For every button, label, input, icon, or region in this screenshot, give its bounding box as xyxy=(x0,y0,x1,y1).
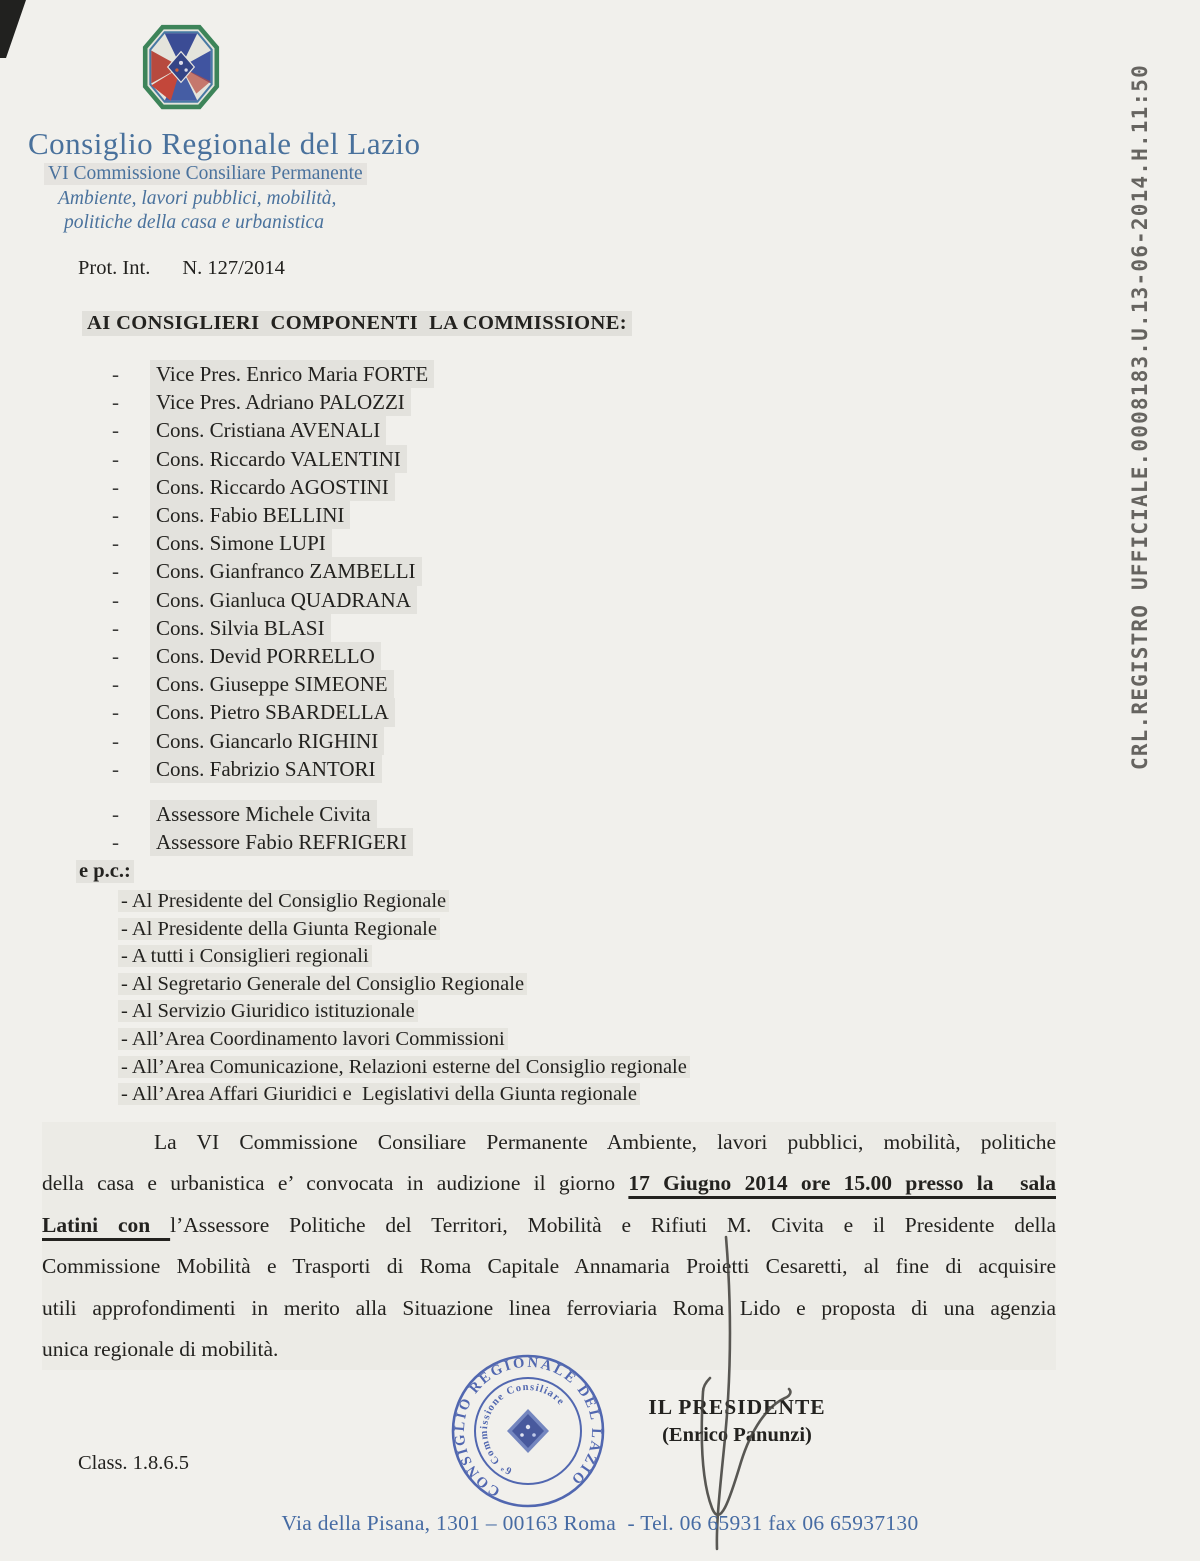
recipient-name: Cons. Cristiana AVENALI xyxy=(150,416,386,444)
recipient-row xyxy=(78,360,434,388)
cc-row xyxy=(118,888,690,916)
dept-line-2: politiche della casa e urbanistica xyxy=(64,212,324,233)
footer-address: Via della Pisana, 1301 – 00163 Roma - Tel. 06 65931 fax 06 65937130 xyxy=(281,1511,919,1535)
recipient-row xyxy=(78,755,434,783)
recipients-heading: AI CONSIGLIERI COMPONENTI LA COMMISSIONE: xyxy=(82,311,632,336)
cc-text: - All’Area Affari Giuridici e Legislativi della Giunta regionale xyxy=(118,1083,640,1105)
dash-marker: - xyxy=(112,390,119,415)
cc-row xyxy=(118,1081,690,1109)
commission-subtitle: VI Commissione Consiliare Permanente xyxy=(44,163,367,185)
dash-marker: - xyxy=(112,474,119,499)
org-title: Consiglio Regionale del Lazio xyxy=(28,126,421,161)
recipient-row xyxy=(78,642,434,670)
epc-label: e p.c.: xyxy=(76,860,134,883)
recipient-name: Cons. Gianluca QUADRANA xyxy=(150,586,417,614)
dash-marker: - xyxy=(112,700,119,725)
dept-line-1: Ambiente, lavori pubblici, mobilità, xyxy=(58,188,337,209)
recipient-row xyxy=(78,501,434,529)
recipient-name: Vice Pres. Adriano PALOZZI xyxy=(150,388,411,416)
classification-text: Class. 1.8.6.5 xyxy=(78,1452,190,1474)
registro-vertical-stamp-text: CRL.REGISTRO UFFICIALE.0008183.U.13-06-2014.H.11:50 xyxy=(1128,64,1152,770)
recipient-name: Cons. Pietro SBARDELLA xyxy=(150,698,395,726)
cc-text: - Al Servizio Giuridico istituzionale xyxy=(118,1000,418,1022)
recipient-name: Cons. Simone LUPI xyxy=(150,529,332,557)
dash-marker: - xyxy=(112,672,119,697)
cc-row xyxy=(118,1054,690,1082)
recipient-name: Cons. Fabrizio SANTORI xyxy=(150,755,382,783)
assessore-name: Assessore Fabio REFRIGERI xyxy=(150,828,413,856)
president-name: (Enrico Panunzi) xyxy=(662,1424,812,1446)
paragraph-line xyxy=(42,1205,1056,1246)
assessore-row xyxy=(78,800,413,828)
recipient-row xyxy=(78,727,434,755)
recipient-name: Cons. Riccardo VALENTINI xyxy=(150,445,407,473)
dash-marker: - xyxy=(112,830,119,855)
assessori-list xyxy=(78,800,413,856)
meeting-place-bold: Latini con xyxy=(42,1212,171,1237)
dash-marker: - xyxy=(112,644,119,669)
recipient-row xyxy=(78,670,434,698)
paragraph-line xyxy=(42,1163,1056,1204)
assessore-name: Assessore Michele Civita xyxy=(150,800,377,828)
recipient-row xyxy=(78,445,434,473)
paragraph-line: La VI Commissione Consiliare Permanente Ambiente, lavori pubblici, mobilità, politiche xyxy=(154,1130,1056,1154)
cc-row xyxy=(118,971,690,999)
recipient-name: Cons. Gianfranco ZAMBELLI xyxy=(150,557,422,585)
protocol-number: N. 127/2014 xyxy=(182,257,285,279)
body-paragraph xyxy=(42,1122,1056,1370)
recipient-row xyxy=(78,473,434,501)
recipient-row xyxy=(78,586,434,614)
scan-corner-artifact xyxy=(0,0,30,60)
cc-text: - Al Presidente della Giunta Regionale xyxy=(118,918,440,940)
recipient-row xyxy=(78,557,434,585)
dash-marker: - xyxy=(112,418,119,443)
round-office-stamp xyxy=(448,1350,608,1512)
dash-marker: - xyxy=(112,531,119,556)
paragraph-line: utili approfondimenti in merito alla Situazione linea ferroviaria Roma Lido e proposta di una agenzia xyxy=(42,1295,1056,1320)
recipient-name: Vice Pres. Enrico Maria FORTE xyxy=(150,360,434,388)
meeting-datetime-bold: 17 Giugno 2014 ore 15.00 presso la sala xyxy=(628,1171,1056,1196)
dash-marker: - xyxy=(112,503,119,528)
recipient-row xyxy=(78,416,434,444)
recipient-name: Cons. Riccardo AGOSTINI xyxy=(150,473,395,501)
paragraph-line: Commissione Mobilità e Trasporti di Roma Capitale Annamaria Proietti Cesaretti, al fine di acquisire xyxy=(42,1254,1056,1279)
recipient-name: Cons. Fabio BELLINI xyxy=(150,501,350,529)
paragraph-line: unica regionale di mobilità. xyxy=(42,1337,279,1362)
paragraph-text: l’Assessore Politiche del Territori, Mobilità e Rifiuti M. Civita e il Presidente della xyxy=(170,1212,1056,1237)
stamp-crest-icon xyxy=(507,1409,549,1453)
cc-list xyxy=(118,888,690,1109)
recipient-name: Cons. Silvia BLASI xyxy=(150,614,331,642)
recipient-row xyxy=(78,388,434,416)
dash-marker: - xyxy=(112,802,119,826)
dash-marker: - xyxy=(112,728,119,753)
dash-marker: - xyxy=(112,756,119,781)
lazio-crest-logo-icon xyxy=(140,22,222,112)
recipient-row xyxy=(78,698,434,726)
recipients-list xyxy=(78,360,434,783)
protocol-line xyxy=(78,257,285,280)
assessore-row xyxy=(78,828,413,856)
dash-marker: - xyxy=(112,362,119,386)
recipient-row xyxy=(78,529,434,557)
cc-row xyxy=(118,998,690,1026)
cc-text: - All’Area Coordinamento lavori Commissioni xyxy=(118,1028,508,1050)
cc-row xyxy=(118,1026,690,1054)
protocol-label: Prot. Int. xyxy=(78,257,151,279)
cc-text: - All’Area Comunicazione, Relazioni esterne del Consiglio regionale xyxy=(118,1056,690,1078)
cc-row xyxy=(118,916,690,944)
dash-marker: - xyxy=(112,615,119,640)
cc-row xyxy=(118,943,690,971)
handwritten-signature-stroke xyxy=(660,1225,820,1557)
recipient-row xyxy=(78,614,434,642)
recipient-name: Cons. Devid PORRELLO xyxy=(150,642,381,670)
dash-marker: - xyxy=(112,446,119,471)
cc-text: - Al Segretario Generale del Consiglio Regionale xyxy=(118,973,527,995)
paragraph-text: della casa e urbanistica e’ convocata in audizione il giorno xyxy=(42,1171,629,1196)
stamp-outer-text: CONSIGLIO REGIONALE DEL LAZIO xyxy=(451,1354,605,1500)
cc-text: - Al Presidente del Consiglio Regionale xyxy=(118,890,449,912)
recipient-name: Cons. Giancarlo RIGHINI xyxy=(150,727,384,755)
stamp-inner-text: 6ª Commissione Consiliare xyxy=(478,1381,567,1477)
president-title: IL PRESIDENTE xyxy=(648,1395,826,1419)
cc-text: - A tutti i Consiglieri regionali xyxy=(118,945,372,967)
dash-marker: - xyxy=(112,587,119,612)
dash-marker: - xyxy=(112,559,119,584)
recipient-name: Cons. Giuseppe SIMEONE xyxy=(150,670,394,698)
